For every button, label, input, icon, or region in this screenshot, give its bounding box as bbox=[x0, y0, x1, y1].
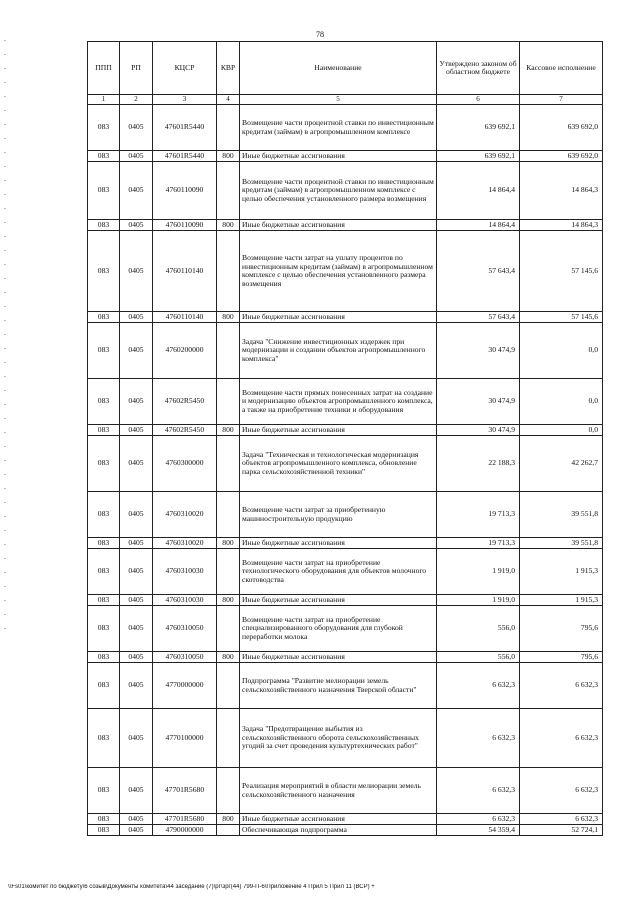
table-row bbox=[88, 151, 603, 162]
cell-name: Обеспечивающая подпрограмма bbox=[240, 825, 437, 836]
table-row bbox=[88, 162, 603, 220]
cell-kvr bbox=[217, 379, 240, 425]
cell-ppp: 083 bbox=[88, 492, 120, 538]
cell-rp: 0405 bbox=[120, 652, 153, 663]
cell-approved: 6 632,3 bbox=[437, 768, 520, 814]
cell-name: Подпрограмма "Развитие мелиорации земель сельскохозяйственного назначения Тверской области" bbox=[240, 663, 437, 709]
cell-cash: 0,0 bbox=[520, 379, 603, 425]
cell-kvr bbox=[217, 549, 240, 595]
cell-kvr bbox=[217, 768, 240, 814]
cell-name: Иные бюджетные ассигнования bbox=[240, 595, 437, 606]
cell-approved: 57 643,4 bbox=[437, 231, 520, 312]
cell-kvr bbox=[217, 231, 240, 312]
cell-kcsr: 4760200000 bbox=[153, 323, 217, 379]
cell-kcsr: 4760310030 bbox=[153, 595, 217, 606]
cell-ppp: 083 bbox=[88, 323, 120, 379]
cell-rp: 0405 bbox=[120, 549, 153, 595]
margin-marks bbox=[4, 40, 6, 640]
cell-approved: 639 692,1 bbox=[437, 105, 520, 151]
cell-rp: 0405 bbox=[120, 312, 153, 323]
cell-ppp: 083 bbox=[88, 549, 120, 595]
cell-cash: 57 145,6 bbox=[520, 312, 603, 323]
cell-rp: 0405 bbox=[120, 425, 153, 436]
col-number: 3 bbox=[153, 95, 217, 105]
header-cash: Кассовое исполнение bbox=[520, 42, 603, 95]
cell-rp: 0405 bbox=[120, 595, 153, 606]
cell-name: Возмещение части процентной ставки по инвестиционным кредитам (займам) в агропромышленном комплексе bbox=[240, 105, 437, 151]
cell-kvr bbox=[217, 709, 240, 768]
col-number: 2 bbox=[120, 95, 153, 105]
cell-kcsr: 47701R5680 bbox=[153, 768, 217, 814]
table-row bbox=[88, 814, 603, 825]
cell-name: Возмещение части затрат за приобретенную машиностроительную продукцию bbox=[240, 492, 437, 538]
cell-kcsr: 4760310050 bbox=[153, 652, 217, 663]
table-row bbox=[88, 549, 603, 595]
cell-kvr: 800 bbox=[217, 652, 240, 663]
cell-kvr: 800 bbox=[217, 425, 240, 436]
cell-approved: 1 919,0 bbox=[437, 549, 520, 595]
header-name: Наименование bbox=[240, 42, 437, 95]
table-row bbox=[88, 709, 603, 768]
col-number: 6 bbox=[437, 95, 520, 105]
table-row bbox=[88, 595, 603, 606]
table-row bbox=[88, 492, 603, 538]
cell-approved: 556,0 bbox=[437, 606, 520, 652]
cell-rp: 0405 bbox=[120, 538, 153, 549]
cell-cash: 14 864,3 bbox=[520, 162, 603, 220]
cell-rp: 0405 bbox=[120, 768, 153, 814]
table-row bbox=[88, 538, 603, 549]
cell-rp: 0405 bbox=[120, 606, 153, 652]
cell-name: Задача "Техническая и технологическая модернизация объектов агропромышленного комплекса, обновление парка сельскохозяйственной техники" bbox=[240, 436, 437, 492]
table-row bbox=[88, 312, 603, 323]
cell-kvr bbox=[217, 606, 240, 652]
cell-kvr: 800 bbox=[217, 220, 240, 231]
cell-rp: 0405 bbox=[120, 709, 153, 768]
col-number: 7 bbox=[520, 95, 603, 105]
cell-cash: 42 262,7 bbox=[520, 436, 603, 492]
cell-name: Иные бюджетные ассигнования bbox=[240, 312, 437, 323]
cell-kvr: 800 bbox=[217, 814, 240, 825]
cell-kcsr: 4760310020 bbox=[153, 492, 217, 538]
cell-name: Иные бюджетные ассигнования bbox=[240, 538, 437, 549]
cell-approved: 14 864,4 bbox=[437, 162, 520, 220]
header-kvr: КВР bbox=[217, 42, 240, 95]
table-row bbox=[88, 768, 603, 814]
cell-approved: 1 919,0 bbox=[437, 595, 520, 606]
cell-cash: 0,0 bbox=[520, 323, 603, 379]
cell-cash: 6 632,3 bbox=[520, 663, 603, 709]
cell-name: Реализация мероприятий в области мелиорации земель сельскохозяйственного назначения bbox=[240, 768, 437, 814]
table-row bbox=[88, 436, 603, 492]
cell-cash: 6 632,3 bbox=[520, 768, 603, 814]
column-number-row bbox=[88, 95, 603, 105]
cell-kvr: 800 bbox=[217, 151, 240, 162]
cell-approved: 57 643,4 bbox=[437, 312, 520, 323]
header-row bbox=[88, 42, 603, 95]
cell-approved: 14 864,4 bbox=[437, 220, 520, 231]
cell-ppp: 083 bbox=[88, 825, 120, 836]
cell-kcsr: 4760110090 bbox=[153, 162, 217, 220]
cell-name: Иные бюджетные ассигнования bbox=[240, 151, 437, 162]
cell-cash: 6 632,3 bbox=[520, 709, 603, 768]
cell-cash: 639 692,0 bbox=[520, 151, 603, 162]
cell-cash: 39 551,8 bbox=[520, 492, 603, 538]
cell-kcsr: 4760310020 bbox=[153, 538, 217, 549]
cell-ppp: 083 bbox=[88, 652, 120, 663]
cell-cash: 1 915,3 bbox=[520, 595, 603, 606]
cell-ppp: 083 bbox=[88, 151, 120, 162]
col-number: 1 bbox=[88, 95, 120, 105]
cell-approved: 6 632,3 bbox=[437, 663, 520, 709]
table-body bbox=[88, 105, 603, 836]
cell-rp: 0405 bbox=[120, 151, 153, 162]
table-row bbox=[88, 825, 603, 836]
cell-kcsr: 4790000000 bbox=[153, 825, 217, 836]
cell-cash: 52 724,1 bbox=[520, 825, 603, 836]
cell-kcsr: 4760110090 bbox=[153, 220, 217, 231]
cell-kcsr: 47602R5450 bbox=[153, 425, 217, 436]
cell-cash: 795,6 bbox=[520, 606, 603, 652]
cell-kcsr: 4770100000 bbox=[153, 709, 217, 768]
cell-rp: 0405 bbox=[120, 231, 153, 312]
cell-name: Возмещение части затрат на приобретение специализированного оборудования для глубокой переработки молока bbox=[240, 606, 437, 652]
cell-kvr bbox=[217, 323, 240, 379]
table-row bbox=[88, 663, 603, 709]
cell-kcsr: 47601R5440 bbox=[153, 151, 217, 162]
cell-rp: 0405 bbox=[120, 492, 153, 538]
cell-cash: 39 551,8 bbox=[520, 538, 603, 549]
cell-approved: 19 713,3 bbox=[437, 538, 520, 549]
cell-name: Задача "Снижение инвестиционных издержек при модернизации и создании объектов агропромышленного комплекса" bbox=[240, 323, 437, 379]
cell-ppp: 083 bbox=[88, 162, 120, 220]
cell-kcsr: 4760310030 bbox=[153, 549, 217, 595]
cell-kcsr: 47701R5680 bbox=[153, 814, 217, 825]
cell-name: Возмещение части процентной ставки по инвестиционным кредитам (займам) в агропромышленном комплексе с целью обеспечения установленного размера возмещения bbox=[240, 162, 437, 220]
col-number: 5 bbox=[240, 95, 437, 105]
cell-ppp: 083 bbox=[88, 436, 120, 492]
cell-approved: 54 359,4 bbox=[437, 825, 520, 836]
cell-kvr: 800 bbox=[217, 312, 240, 323]
table-row bbox=[88, 652, 603, 663]
cell-name: Возмещение части прямых понесенных затрат на создание и модернизацию объектов агропромышленного комплекса, а также на приобретение техники и оборудования bbox=[240, 379, 437, 425]
cell-ppp: 083 bbox=[88, 379, 120, 425]
budget-table bbox=[87, 41, 603, 836]
cell-approved: 19 713,3 bbox=[437, 492, 520, 538]
cell-approved: 30 474,9 bbox=[437, 379, 520, 425]
cell-name: Возмещение части затрат на приобретение технологического оборудования для объектов молочного скотоводства bbox=[240, 549, 437, 595]
cell-ppp: 083 bbox=[88, 538, 120, 549]
cell-cash: 795,6 bbox=[520, 652, 603, 663]
cell-cash: 57 145,6 bbox=[520, 231, 603, 312]
cell-ppp: 083 bbox=[88, 709, 120, 768]
cell-approved: 6 632,3 bbox=[437, 709, 520, 768]
cell-ppp: 083 bbox=[88, 606, 120, 652]
cell-kcsr: 4760310050 bbox=[153, 606, 217, 652]
cell-rp: 0405 bbox=[120, 663, 153, 709]
table-row bbox=[88, 231, 603, 312]
cell-approved: 639 692,1 bbox=[437, 151, 520, 162]
cell-rp: 0405 bbox=[120, 323, 153, 379]
cell-cash: 0,0 bbox=[520, 425, 603, 436]
header-approved: Утверждено законом об областном бюджете bbox=[437, 42, 520, 95]
cell-kcsr: 4760110140 bbox=[153, 231, 217, 312]
cell-cash: 639 692,0 bbox=[520, 105, 603, 151]
table-row bbox=[88, 105, 603, 151]
cell-approved: 556,0 bbox=[437, 652, 520, 663]
cell-rp: 0405 bbox=[120, 220, 153, 231]
table-row bbox=[88, 425, 603, 436]
header-ppp: ППП bbox=[88, 42, 120, 95]
cell-name: Задача "Предотвращение выбытия из сельскохозяйственного оборота сельскохозяйственных угодий за счет проведения культуртехнических работ" bbox=[240, 709, 437, 768]
cell-cash: 14 864,3 bbox=[520, 220, 603, 231]
cell-rp: 0405 bbox=[120, 436, 153, 492]
cell-ppp: 083 bbox=[88, 768, 120, 814]
table-row bbox=[88, 379, 603, 425]
cell-kcsr: 4760110140 bbox=[153, 312, 217, 323]
cell-kcsr: 4760300000 bbox=[153, 436, 217, 492]
cell-ppp: 083 bbox=[88, 814, 120, 825]
cell-name: Возмещение части затрат на уплату процентов по инвестиционным кредитам (займам) в агропромышленном комплексе с целью обеспечения установленного размера возмещения bbox=[240, 231, 437, 312]
cell-ppp: 083 bbox=[88, 663, 120, 709]
table-row bbox=[88, 606, 603, 652]
cell-rp: 0405 bbox=[120, 814, 153, 825]
table-row bbox=[88, 323, 603, 379]
cell-ppp: 083 bbox=[88, 595, 120, 606]
header-rp: РП bbox=[120, 42, 153, 95]
cell-name: Иные бюджетные ассигнования bbox=[240, 425, 437, 436]
header-kcsr: КЦСР bbox=[153, 42, 217, 95]
cell-name: Иные бюджетные ассигнования bbox=[240, 220, 437, 231]
cell-kvr: 800 bbox=[217, 538, 240, 549]
cell-approved: 30 474,9 bbox=[437, 323, 520, 379]
cell-ppp: 083 bbox=[88, 220, 120, 231]
cell-kvr bbox=[217, 492, 240, 538]
cell-kcsr: 47601R5440 bbox=[153, 105, 217, 151]
page-number: 78 bbox=[316, 30, 324, 39]
cell-name: Иные бюджетные ассигнования bbox=[240, 814, 437, 825]
cell-kvr bbox=[217, 825, 240, 836]
cell-rp: 0405 bbox=[120, 825, 153, 836]
cell-ppp: 083 bbox=[88, 231, 120, 312]
col-number: 4 bbox=[217, 95, 240, 105]
cell-kvr: 800 bbox=[217, 595, 240, 606]
cell-kvr bbox=[217, 105, 240, 151]
cell-approved: 30 474,9 bbox=[437, 425, 520, 436]
cell-cash: 1 915,3 bbox=[520, 549, 603, 595]
cell-ppp: 083 bbox=[88, 312, 120, 323]
cell-approved: 6 632,3 bbox=[437, 814, 520, 825]
cell-kvr bbox=[217, 663, 240, 709]
cell-ppp: 083 bbox=[88, 105, 120, 151]
file-path-footer: \\Fs01\комитет по бюджету\6 созыв\Документы комитета\44 заседание (7)\рг\зрг(44) 799-П-6\Приложение 4 Прил 5 Прил 11 (ВСР) + bbox=[8, 884, 375, 890]
cell-ppp: 083 bbox=[88, 425, 120, 436]
cell-rp: 0405 bbox=[120, 379, 153, 425]
cell-kcsr: 4770000000 bbox=[153, 663, 217, 709]
cell-rp: 0405 bbox=[120, 162, 153, 220]
cell-kvr bbox=[217, 162, 240, 220]
cell-name: Иные бюджетные ассигнования bbox=[240, 652, 437, 663]
cell-cash: 6 632,3 bbox=[520, 814, 603, 825]
cell-approved: 22 188,3 bbox=[437, 436, 520, 492]
table-row bbox=[88, 220, 603, 231]
cell-kcsr: 47602R5450 bbox=[153, 379, 217, 425]
cell-rp: 0405 bbox=[120, 105, 153, 151]
cell-kvr bbox=[217, 436, 240, 492]
